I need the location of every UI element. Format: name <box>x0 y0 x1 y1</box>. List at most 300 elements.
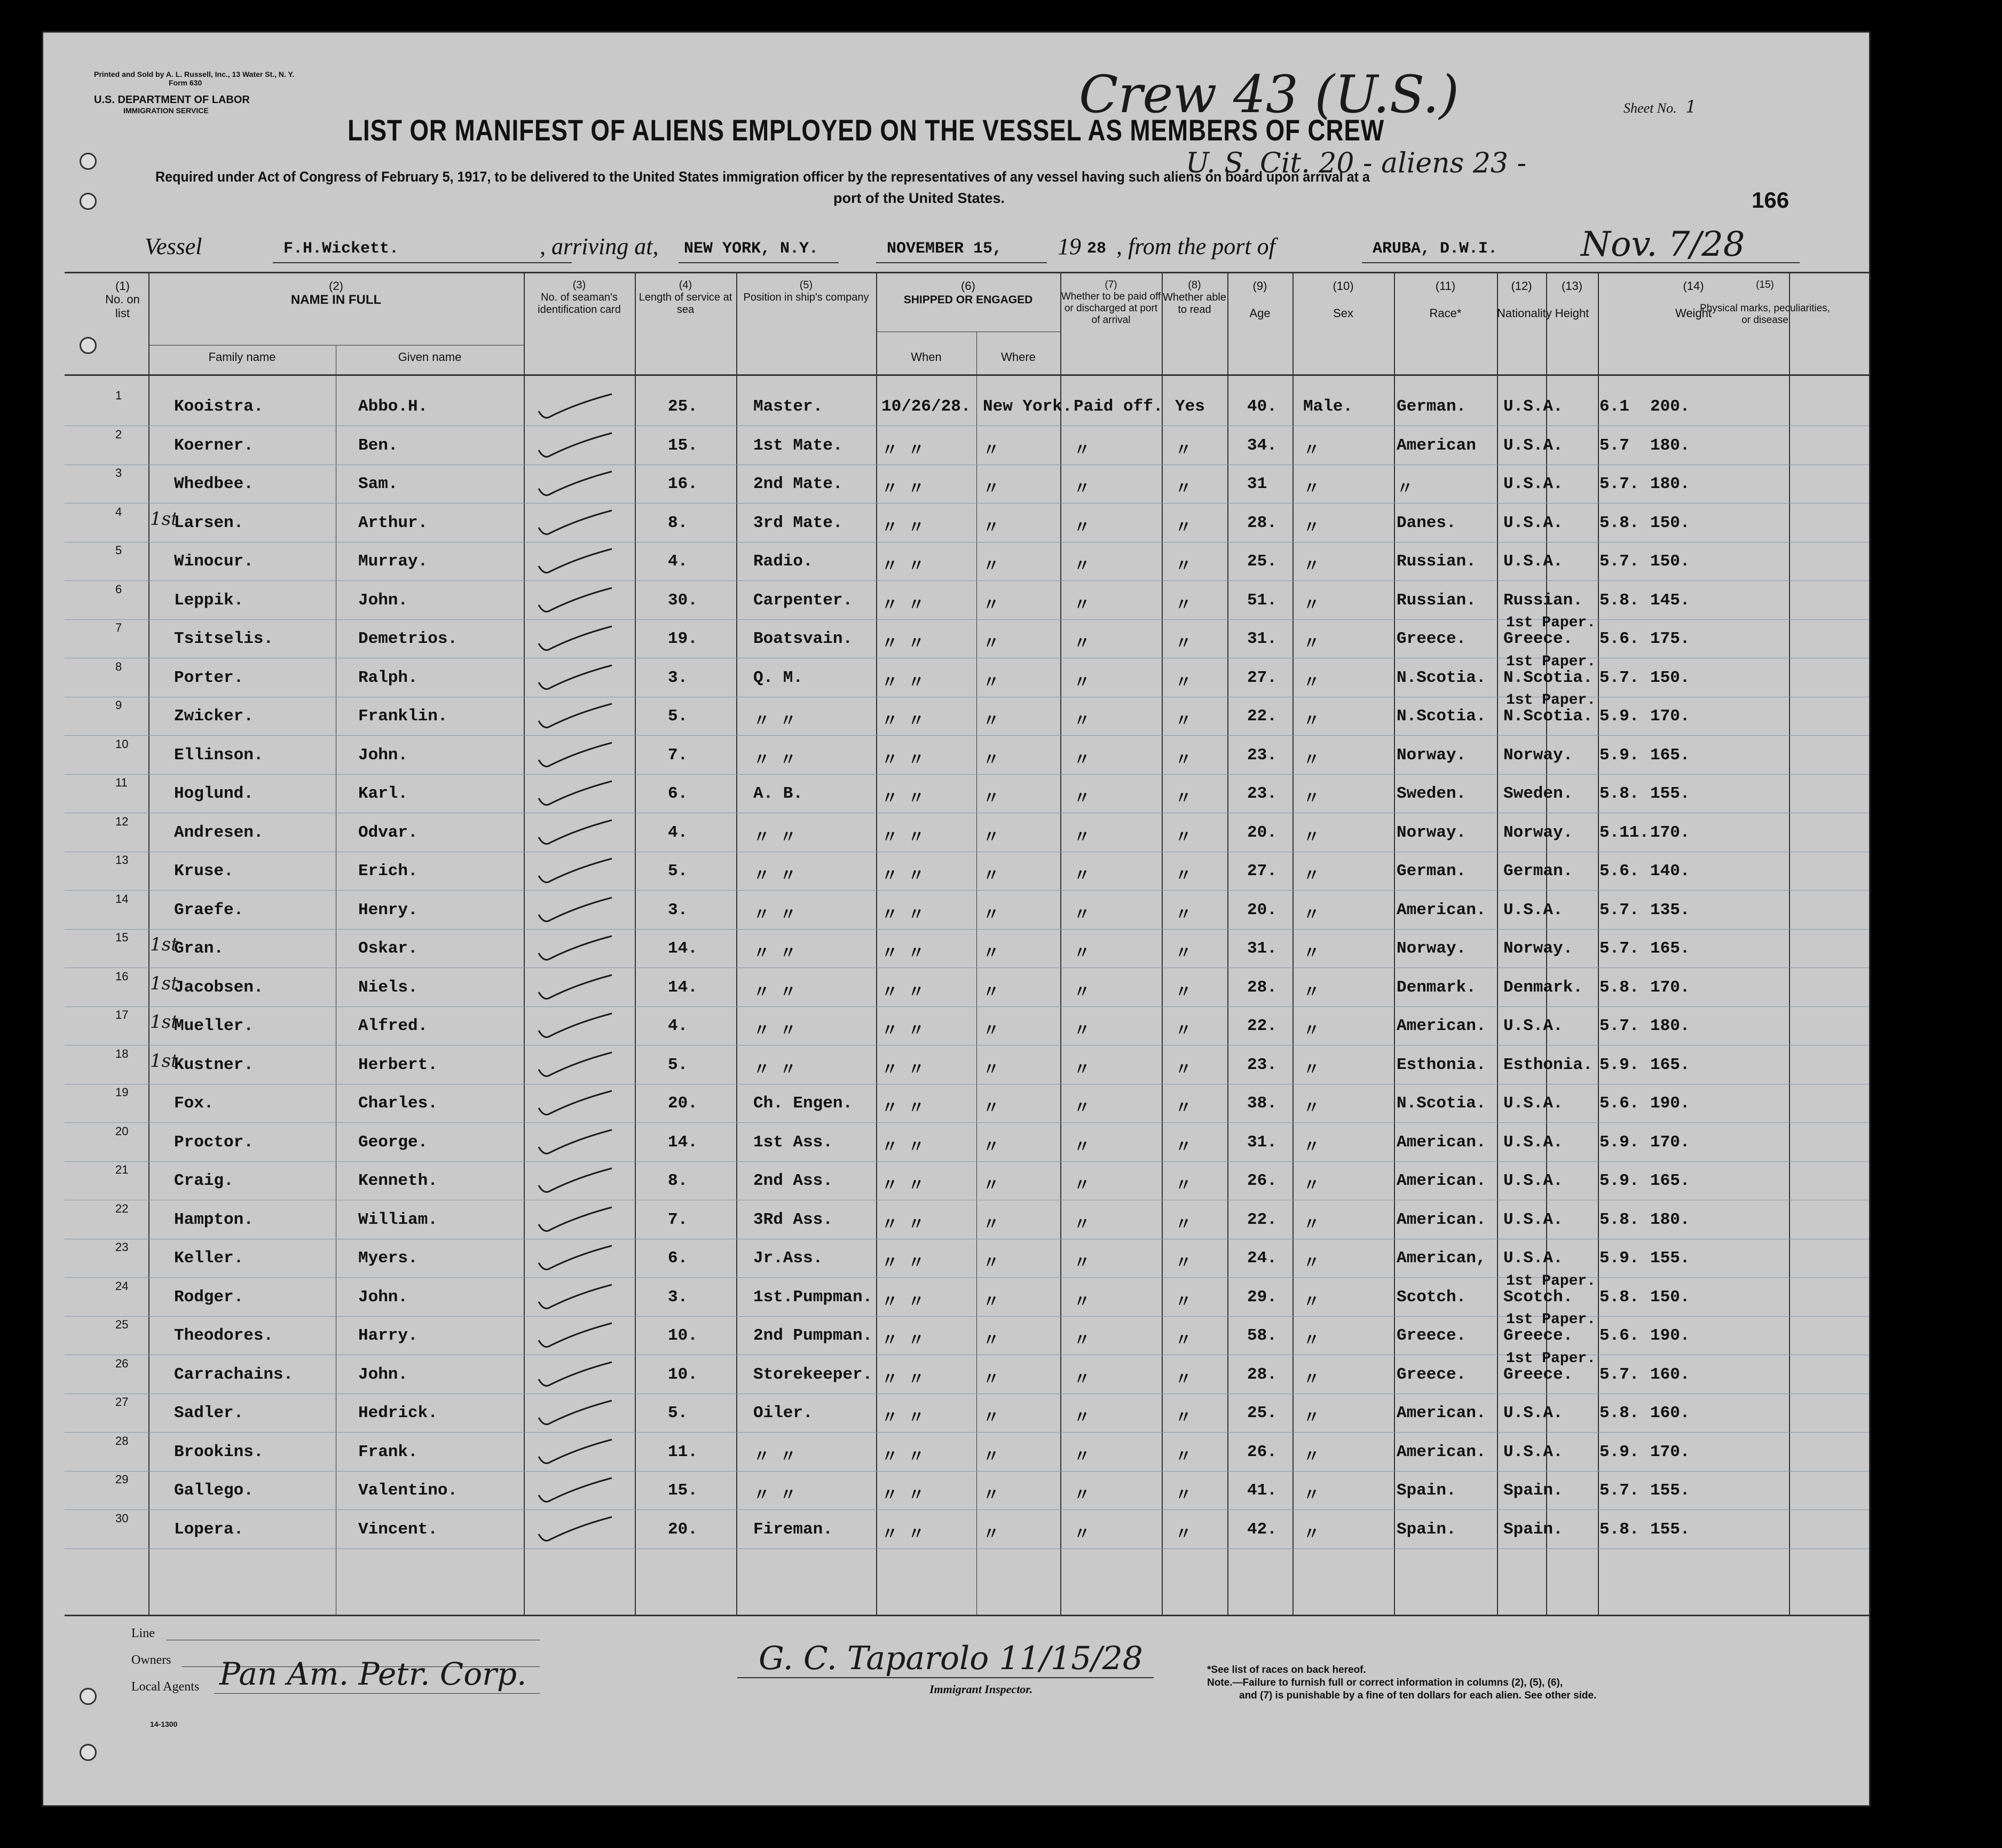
service-cell: 7. <box>668 1210 688 1229</box>
paid-off-cell: 〃 <box>1074 1371 1090 1390</box>
service-cell: 19. <box>668 630 698 648</box>
family-name-cell: Proctor. <box>174 1133 254 1152</box>
sex-cell: 〃 <box>1303 1448 1320 1467</box>
position-cell: Carpenter. <box>753 591 853 610</box>
race-cell: Spain. <box>1397 1481 1456 1500</box>
age-cell: 34. <box>1247 436 1277 455</box>
weight-cell: 170. <box>1650 707 1690 726</box>
table-row <box>43 1201 1869 1239</box>
nationality-cell: Scotch. <box>1503 1287 1573 1307</box>
when-cell: 〃 〃 <box>881 906 925 925</box>
col3-header <box>524 279 635 316</box>
nationality-cell: German. <box>1503 862 1573 880</box>
race-cell: 〃 <box>1397 481 1413 499</box>
row-number: 27 <box>115 1395 129 1409</box>
table-row <box>43 653 1869 697</box>
when-cell: 〃 〃 <box>881 596 925 616</box>
given-name-cell: Niels. <box>358 978 418 997</box>
paid-off-cell: 〃 <box>1074 906 1090 925</box>
given-name-cell: Odvar. <box>358 823 418 842</box>
age-cell: 27. <box>1247 862 1277 880</box>
given-name-cell: Henry. <box>358 900 418 919</box>
where-cell: 〃 <box>983 751 999 770</box>
col9-label: Age <box>1249 306 1271 320</box>
where-cell: 〃 <box>983 713 999 732</box>
family-name-cell: Mueller. <box>174 1017 254 1035</box>
paid-off-cell: 〃 <box>1074 984 1090 1003</box>
nationality-cell: U.S.A. <box>1503 436 1563 455</box>
where-cell: 〃 <box>983 442 999 461</box>
sex-cell: 〃 <box>1303 1100 1320 1119</box>
col9-num: (9) <box>1252 279 1267 293</box>
race-cell: Spain. <box>1397 1520 1456 1539</box>
weight-cell: 165. <box>1650 745 1690 765</box>
sex-cell: 〃 <box>1303 945 1320 964</box>
position-cell: A. B. <box>753 784 803 803</box>
height-cell: 5.8. <box>1599 1520 1640 1539</box>
paid-off-cell: 〃 <box>1074 751 1090 770</box>
race-cell: Denmark. <box>1397 978 1476 997</box>
table-row <box>43 1433 1869 1472</box>
when-cell: 〃 〃 <box>881 713 925 732</box>
family-name-cell: Kooistra. <box>174 397 264 416</box>
nationality-cell: U.S.A. <box>1503 900 1563 919</box>
col2-header <box>148 279 524 308</box>
weight-cell: 200. <box>1650 397 1690 416</box>
nationality-cell: Greece. <box>1503 630 1573 648</box>
table-row <box>43 969 1869 1007</box>
check-mark-icon <box>534 1009 614 1041</box>
when-cell: 〃 〃 <box>881 519 925 538</box>
given-name-cell: Hedrick. <box>358 1404 438 1422</box>
height-cell: 5.6. <box>1599 1094 1640 1113</box>
family-name-cell: Larsen. <box>174 513 244 532</box>
age-cell: 28. <box>1247 1365 1277 1384</box>
given-name-cell: Kenneth. <box>358 1171 438 1190</box>
nationality-cell: U.S.A. <box>1503 1249 1563 1268</box>
nationality-cell: Esthonia. <box>1503 1055 1593 1074</box>
height-cell: 5.7. <box>1599 552 1640 571</box>
sex-cell: 〃 <box>1303 1371 1320 1390</box>
nationality-cell: U.S.A. <box>1503 1442 1563 1461</box>
weight-cell: 170. <box>1650 823 1690 842</box>
able-to-read-cell: 〃 <box>1175 984 1192 1003</box>
col13-num: (13) <box>1561 279 1583 293</box>
row-number: 26 <box>115 1356 129 1370</box>
when-cell: 〃 〃 <box>881 1023 925 1041</box>
family-name-cell: Kustner. <box>174 1055 254 1074</box>
arriving-label: , arriving at, <box>540 233 659 259</box>
race-cell: German. <box>1397 397 1467 416</box>
position-cell: 1st Mate. <box>753 436 843 455</box>
when-cell: 〃 〃 <box>881 1525 925 1545</box>
given-name-cell: Valentino. <box>358 1481 458 1500</box>
table-row <box>43 1511 1869 1549</box>
given-name-cell: Demetrios. <box>358 630 458 648</box>
paid-off-cell: 〃 <box>1074 674 1090 693</box>
service-cell: 10. <box>668 1365 698 1384</box>
inspector-signature: G. C. Taparolo 11/15/28 <box>759 1640 1143 1677</box>
paid-off-cell: 〃 <box>1074 1138 1090 1158</box>
paid-off-cell: 〃 <box>1074 945 1090 964</box>
height-cell: 5.6. <box>1599 862 1640 880</box>
age-cell: 22. <box>1247 1017 1277 1035</box>
given-name-cell: Sam. <box>358 475 398 493</box>
where-cell: 〃 <box>983 1216 999 1235</box>
col7-num: (7) <box>1105 279 1117 290</box>
punch-hole <box>80 153 97 170</box>
punch-hole <box>80 337 97 354</box>
family-name-cell: Sadler. <box>174 1404 244 1422</box>
col8-header <box>1162 279 1227 316</box>
service-cell: 6. <box>668 784 688 803</box>
col14-num: (14) <box>1683 279 1704 293</box>
when-cell: 〃 〃 <box>881 442 925 461</box>
family-name-cell: Hampton. <box>174 1210 254 1229</box>
weight-cell: 155. <box>1650 1520 1690 1539</box>
punch-hole <box>80 1744 97 1761</box>
when-cell: 〃 〃 <box>881 635 925 654</box>
col4-label: Length of service at sea <box>639 292 732 316</box>
nationality-note: 1st Paper. <box>1506 1350 1596 1367</box>
where-cell: 〃 <box>983 1255 999 1273</box>
height-cell: 5.11. <box>1599 823 1650 842</box>
age-cell: 20. <box>1247 823 1277 842</box>
age-cell: 27. <box>1247 668 1277 687</box>
family-name-cell: Ellinson. <box>174 745 264 765</box>
where-cell: 〃 <box>983 984 999 1003</box>
table-row <box>43 814 1869 852</box>
row-number: 15 <box>115 931 129 944</box>
col10-label: Sex <box>1333 306 1353 320</box>
sex-cell: 〃 <box>1303 558 1320 577</box>
table-row <box>43 891 1869 930</box>
family-name-cell: Graefe. <box>174 900 244 919</box>
where-cell: 〃 <box>983 1061 999 1080</box>
position-cell: 3Rd Ass. <box>753 1210 833 1229</box>
when-cell: 〃 〃 <box>881 1293 925 1312</box>
col11-num: (11) <box>1435 279 1456 293</box>
table-row <box>43 852 1869 891</box>
when-cell: 〃 〃 <box>881 790 925 809</box>
nationality-note: 1st Paper. <box>1506 692 1596 709</box>
check-mark-icon <box>534 506 614 538</box>
service-cell: 14. <box>668 1133 698 1152</box>
sex-cell: 〃 <box>1303 1061 1320 1080</box>
position-cell: Q. M. <box>753 668 803 687</box>
race-cell: Norway. <box>1397 745 1467 765</box>
service-cell: 30. <box>668 591 698 610</box>
able-to-read-cell: 〃 <box>1175 1487 1192 1506</box>
row-number: 30 <box>115 1511 129 1525</box>
height-cell: 5.8. <box>1599 1210 1640 1229</box>
given-name-cell: Alfred. <box>358 1017 428 1035</box>
manifest-sheet <box>42 31 1871 1807</box>
sheet-no-value: 1 <box>1685 97 1697 117</box>
col11-header <box>1394 279 1497 320</box>
given-name-cell: Harry. <box>358 1326 418 1345</box>
when-header: When <box>911 350 942 364</box>
punch-hole <box>80 193 97 210</box>
race-cell: Greece. <box>1397 1326 1467 1345</box>
given-name-cell: George. <box>358 1133 428 1152</box>
check-mark-icon <box>534 1087 614 1119</box>
col6-header <box>876 279 1060 306</box>
handwritten-crew-count: Crew 43 (U.S.) <box>1079 65 1459 124</box>
position-cell: Storekeeper. <box>753 1365 873 1384</box>
family-name-cell: Rodger. <box>174 1287 244 1307</box>
position-cell: 〃 〃 <box>753 868 797 886</box>
nationality-cell: N.Scotia. <box>1503 668 1593 687</box>
weight-cell: 165. <box>1650 1171 1690 1190</box>
where-cell: 〃 <box>983 1525 999 1545</box>
table-row <box>43 1350 1869 1394</box>
given-name-cell: Herbert. <box>358 1055 438 1074</box>
service-label: IMMIGRATION SERVICE <box>123 106 209 115</box>
nationality-cell: Spain. <box>1503 1481 1563 1500</box>
family-name-cell: Craig. <box>174 1171 234 1190</box>
age-cell: 23. <box>1247 1055 1277 1074</box>
sex-cell: 〃 <box>1303 635 1320 654</box>
col10-num: (10) <box>1333 279 1354 293</box>
family-name-cell: Andresen. <box>174 823 264 842</box>
age-cell: 28. <box>1247 513 1277 532</box>
position-cell: 〃 〃 <box>753 1061 797 1080</box>
sex-cell: 〃 <box>1303 829 1320 848</box>
height-cell: 5.7. <box>1599 1365 1640 1384</box>
row-number: 17 <box>115 1008 129 1021</box>
row-number: 6 <box>115 582 122 596</box>
height-cell: 5.8. <box>1599 784 1640 803</box>
race-cell: N.Scotia. <box>1397 707 1486 726</box>
where-cell: 〃 <box>983 596 999 616</box>
service-cell: 3. <box>668 668 688 687</box>
col12-num: (12) <box>1511 279 1532 293</box>
age-cell: 26. <box>1247 1171 1277 1190</box>
where-cell: 〃 <box>983 945 999 964</box>
col5-label: Position in ship's company <box>743 292 869 303</box>
position-cell: 2nd Pumpman. <box>753 1326 873 1345</box>
table-row <box>43 1084 1869 1123</box>
col1-num: (1) <box>115 279 130 293</box>
row-number: 25 <box>115 1318 129 1331</box>
agents-label: Local Agents <box>131 1680 200 1694</box>
check-mark-icon <box>534 971 614 1003</box>
race-cell: Norway. <box>1397 823 1467 842</box>
nationality-cell: Norway. <box>1503 745 1573 765</box>
able-to-read-cell: 〃 <box>1175 1100 1192 1119</box>
col3-num: (3) <box>572 279 586 291</box>
arriving-underline <box>679 262 839 263</box>
paid-off-cell: 〃 <box>1074 558 1090 577</box>
row-number: 7 <box>115 621 122 634</box>
handwritten-mark: 1st <box>150 934 178 955</box>
given-name-cell: Myers. <box>358 1249 418 1268</box>
table-row <box>43 581 1869 620</box>
col9-header <box>1227 279 1292 320</box>
row-number: 21 <box>115 1163 129 1176</box>
able-to-read-cell: 〃 <box>1175 442 1192 461</box>
row-number: 24 <box>115 1279 129 1293</box>
given-name-cell: Franklin. <box>358 707 448 726</box>
height-cell: 5.7. <box>1599 1481 1640 1500</box>
where-cell: 〃 <box>983 1100 999 1119</box>
sex-cell: 〃 <box>1303 1023 1320 1041</box>
age-cell: 20. <box>1247 900 1277 919</box>
where-cell: 〃 <box>983 868 999 886</box>
age-cell: 29. <box>1247 1287 1277 1307</box>
row-number: 4 <box>115 505 122 518</box>
col11-label: Race* <box>1429 306 1462 320</box>
paid-off-cell: 〃 <box>1074 1177 1090 1196</box>
able-to-read-cell: 〃 <box>1175 1293 1192 1312</box>
table-row <box>43 1162 1869 1200</box>
check-mark-icon <box>534 699 614 732</box>
table-bottom-border <box>65 1615 1869 1616</box>
height-cell: 5.7. <box>1599 1017 1640 1035</box>
where-cell: 〃 <box>983 481 999 499</box>
year-prefix: 19 <box>1058 233 1081 259</box>
race-cell: American <box>1397 436 1476 455</box>
from-port-label: , from the port of <box>1116 233 1275 259</box>
service-cell: 5. <box>668 707 688 726</box>
col13-header <box>1546 279 1598 320</box>
race-cell: Danes. <box>1397 513 1456 532</box>
given-name-cell: Abbo.H. <box>358 397 428 416</box>
check-mark-icon <box>534 1203 614 1235</box>
family-name-cell: Theodores. <box>174 1326 274 1345</box>
race-cell: American. <box>1397 900 1486 919</box>
paid-off-cell: 〃 <box>1074 790 1090 809</box>
position-cell: Radio. <box>753 552 813 571</box>
page-number: 166 <box>1752 187 1790 213</box>
when-cell: 〃 〃 <box>881 1216 925 1235</box>
sex-cell: 〃 <box>1303 1177 1320 1196</box>
nationality-cell: U.S.A. <box>1503 1171 1563 1190</box>
sex-cell: 〃 <box>1303 1293 1320 1312</box>
where-cell: 〃 <box>983 906 999 925</box>
given-name-cell: John. <box>358 1287 408 1307</box>
able-to-read-cell: 〃 <box>1175 1525 1192 1545</box>
sheet-label: Sheet No. <box>1623 100 1677 116</box>
col10-header <box>1292 279 1394 320</box>
able-to-read-cell: 〃 <box>1175 1371 1192 1390</box>
row-number: 22 <box>115 1201 129 1215</box>
row-rule <box>65 1548 1869 1549</box>
col14-label: Weight <box>1675 306 1712 320</box>
weight-cell: 165. <box>1650 939 1690 958</box>
row-number: 11 <box>115 776 128 789</box>
col4-header <box>635 279 736 316</box>
age-cell: 58. <box>1247 1326 1277 1345</box>
weight-cell: 150. <box>1650 513 1690 532</box>
col1-label: No. on list <box>105 293 140 320</box>
table-row <box>43 736 1869 775</box>
given-name-cell: Vincent. <box>358 1520 438 1539</box>
table-row <box>43 1472 1869 1510</box>
family-name-header: Family name <box>208 350 276 364</box>
table-row <box>43 542 1869 581</box>
position-cell: Ch. Engen. <box>753 1094 853 1113</box>
departure-date-handwritten: Nov. 7/28 <box>1581 225 1745 264</box>
weight-cell: 150. <box>1650 552 1690 571</box>
position-cell: 〃 〃 <box>753 751 797 770</box>
able-to-read-cell: 〃 <box>1175 1255 1192 1273</box>
line-label: Line <box>131 1626 155 1640</box>
row-number: 19 <box>115 1086 129 1099</box>
race-cell: German. <box>1397 862 1467 880</box>
when-cell: 〃 〃 <box>881 829 925 848</box>
row-number: 1 <box>115 389 122 402</box>
position-cell: 〃 〃 <box>753 1023 797 1041</box>
given-name-cell: Arthur. <box>358 513 428 532</box>
service-cell: 7. <box>668 745 688 765</box>
sex-cell: Male. <box>1303 397 1353 416</box>
weight-cell: 145. <box>1650 591 1690 610</box>
form-title: LIST OR MANIFEST OF ALIENS EMPLOYED ON THE VESSEL AS MEMBERS OF CREW <box>348 113 1385 147</box>
position-cell: 〃 〃 <box>753 984 797 1003</box>
service-cell: 8. <box>668 513 688 532</box>
punch-hole <box>80 1688 97 1705</box>
given-name-header: Given name <box>398 350 462 364</box>
when-cell: 10/26/28. <box>881 397 971 416</box>
sex-cell: 〃 <box>1303 1487 1320 1506</box>
col6-label: SHIPPED OR ENGAGED <box>903 294 1033 306</box>
row-number: 8 <box>115 659 122 673</box>
paid-off-cell: 〃 <box>1074 868 1090 886</box>
given-name-cell: Frank. <box>358 1442 418 1461</box>
check-mark-icon <box>534 854 614 886</box>
when-cell: 〃 〃 <box>881 1332 925 1351</box>
check-mark-icon <box>534 1241 614 1273</box>
sex-cell: 〃 <box>1303 1332 1320 1351</box>
where-cell: 〃 <box>983 1293 999 1312</box>
footer-note1: *See list of races on back hereof. <box>1207 1664 1366 1676</box>
height-cell: 5.7. <box>1599 475 1640 493</box>
given-name-cell: Oskar. <box>358 939 418 958</box>
when-cell: 〃 〃 <box>881 481 925 499</box>
when-cell: 〃 〃 <box>881 1100 925 1119</box>
service-cell: 10. <box>668 1326 698 1345</box>
col3-label: No. of seaman's identification card <box>538 292 621 316</box>
age-cell: 38. <box>1247 1094 1277 1113</box>
sex-cell: 〃 <box>1303 481 1320 499</box>
where-header: Where <box>1001 350 1036 364</box>
able-to-read-cell: 〃 <box>1175 790 1192 809</box>
arriving-port: NEW YORK, N.Y. <box>684 240 819 258</box>
year: 28 <box>1087 240 1107 258</box>
height-cell: 5.8. <box>1599 513 1640 532</box>
check-mark-icon <box>534 816 614 848</box>
race-cell: Greece. <box>1397 1365 1467 1384</box>
where-cell: 〃 <box>983 1448 999 1467</box>
when-cell: 〃 〃 <box>881 1487 925 1506</box>
able-to-read-cell: 〃 <box>1175 1138 1192 1158</box>
from-port: ARUBA, D.W.I. <box>1373 240 1498 258</box>
weight-cell: 190. <box>1650 1094 1690 1113</box>
service-cell: 4. <box>668 823 688 842</box>
weight-cell: 140. <box>1650 862 1690 880</box>
row-number: 2 <box>115 427 122 441</box>
sex-cell: 〃 <box>1303 596 1320 616</box>
col12-header <box>1497 279 1552 320</box>
weight-cell: 135. <box>1650 900 1690 919</box>
printer-note <box>94 70 294 87</box>
check-mark-icon <box>534 622 614 654</box>
check-mark-icon <box>534 1280 614 1312</box>
family-name-cell: Lopera. <box>174 1520 244 1539</box>
able-to-read-cell: 〃 <box>1175 674 1192 693</box>
